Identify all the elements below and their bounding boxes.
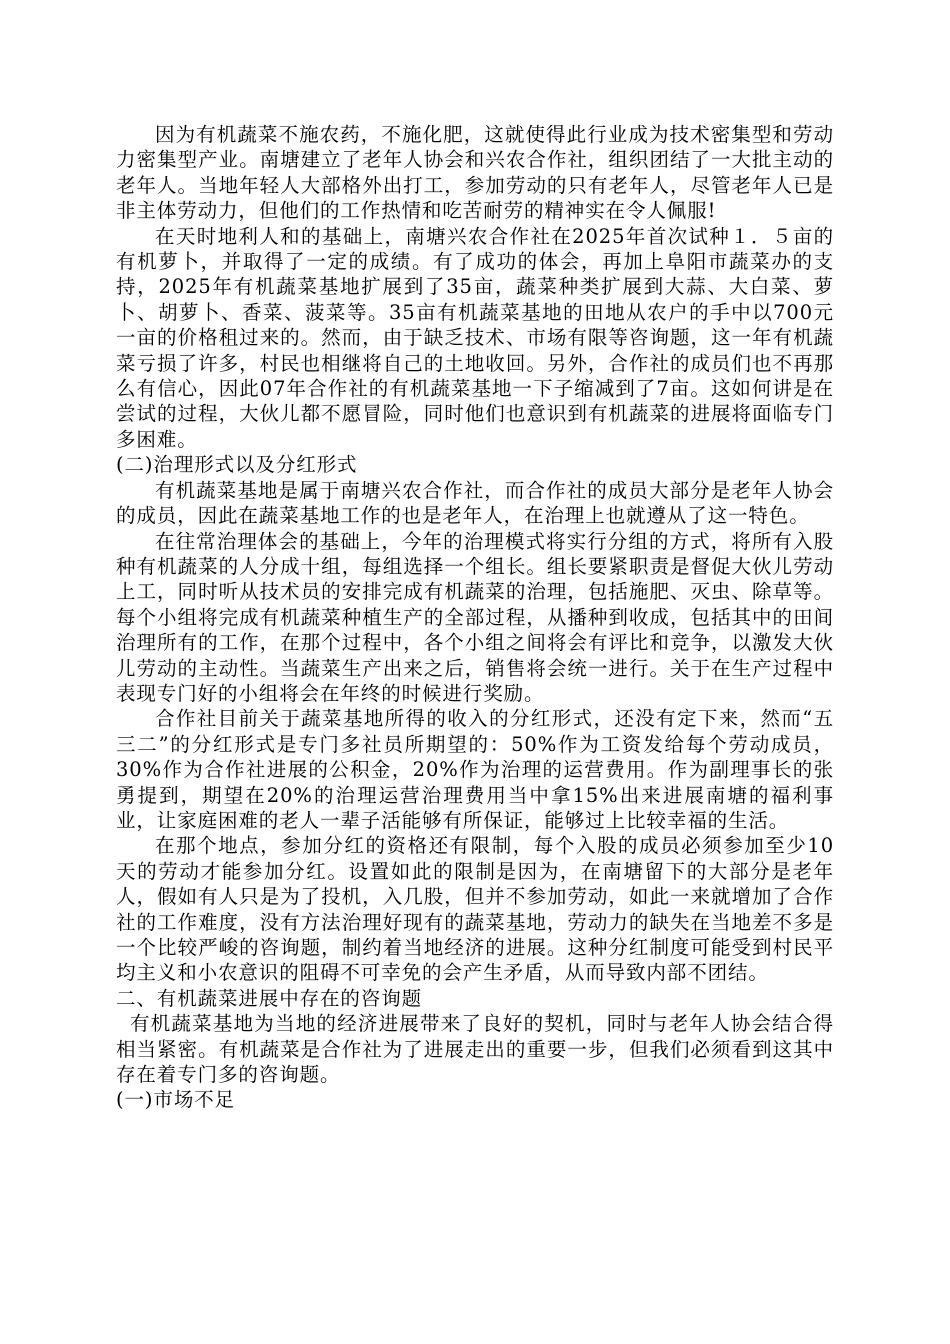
section-heading-problems: 二、有机蔬菜进展中存在的咨询题 [116, 986, 423, 1010]
paragraph-dividend-plan: 合作社目前关于蔬菜基地所得的收入的分红形式，还没有定下来，然而“五三二”的分红形式是专门多社员所期望的：50%作为工资发给每个劳动成员，30%作为合作社进展的公积金，20%作为治理的运营费用。作为副理事长的张勇提到，期望在20%的治理运营治理费用当中拿15%出来进展南塘的福利事业，让家庭困难的老人一辈子活能够有所保证，能够过上比较幸福的生活。 [116, 707, 834, 832]
paragraph-cooperative-members: 有机蔬菜基地是属于南塘兴农合作社，而合作社的成员大部分是老年人协会的成员，因此在蔬菜基地工作的也是老年人，在治理上也就遵从了这一特色。 [116, 478, 834, 528]
section-heading-management: (二)治理形式以及分红形式 [116, 453, 358, 477]
paragraph-trial-planting: 在天时地利人和的基础上，南塘兴农合作社在2025年首次试种１．５亩的有机萝卜，并取得了一定的成绩。有了成功的体会，再加上阜阳市蔬菜办的支持，2025年有机蔬菜基地扩展到了35亩，蔬菜种类扩展到大蒜、大白菜、萝卜、胡萝卜、香菜、菠菜等。35亩有机蔬菜基地的田地从农户的手中以700元一亩的价格租过来的。然而，由于缺乏技术、市场有限等咨询题，这一年有机蔬菜亏损了许多，村民也相继将自己的土地收回。另外，合作社的成员们也不再那么有信心，因此07年合作社的有机蔬菜基地一下子缩减到了7亩。这如何讲是在尝试的过程，大伙儿都不愿冒险，同时他们也意识到有机蔬菜的进展将面临专门多困难。 [116, 224, 834, 451]
document-body [116, 122, 834, 1113]
paragraph-problems-intro: 有机蔬菜基地为当地的经济进展带来了良好的契机，同时与老年人协会结合得相当紧密。有机蔬菜是合作社为了进展走出的重要一步，但我们必须看到这其中存在着专门多的咨询题。 [116, 1012, 834, 1087]
section-heading-market: (一)市场不足 [116, 1088, 236, 1112]
paragraph-dividend-eligibility: 在那个地点，参加分红的资格还有限制，每个入股的成员必须参加至少10天的劳动才能参加分红。设置如此的限制是因为，在南塘留下的大部分是老年人，假如有人只是为了投机，入几股，但并不参加劳动，如此一来就增加了合作社的工作难度，没有方法治理好现有的蔬菜基地，劳动力的缺失在当地差不多是一个比较严峻的咨询题，制约着当地经济的进展。这种分红制度可能受到村民平均主义和小农意识的阻碍不可幸免的会产生矛盾，从而导致内部不团结。 [116, 834, 834, 985]
paragraph-labor-intensive: 因为有机蔬菜不施农药，不施化肥，这就使得此行业成为技术密集型和劳动力密集型产业。南塘建立了老年人协会和兴农合作社，组织团结了一大批主动的老年人。当地年轻人大部格外出打工，参加劳动的只有老年人，尽管老年人已是非主体劳动力，但他们的工作热情和吃苦耐劳的精神实在令人佩服! [116, 123, 834, 223]
paragraph-group-management: 在往常治理体会的基础上，今年的治理模式将实行分组的方式，将所有入股种有机蔬菜的人分成十组，每组选择一个组长。组长要紧职责是督促大伙儿劳动上工，同时听从技术员的安排完成有机蔬菜的治理，包括施肥、灭虫、除草等。每个小组将完成有机蔬菜种植生产的全部过程，从播种到收成，包括其中的田间治理所有的工作，在那个过程中，各个小组之间将会有评比和竞争，以激发大伙儿劳动的主动性。当蔬菜生产出来之后，销售将会统一进行。关于在生产过程中表现专门好的小组将会在年终的时候进行奖励。 [116, 529, 834, 705]
